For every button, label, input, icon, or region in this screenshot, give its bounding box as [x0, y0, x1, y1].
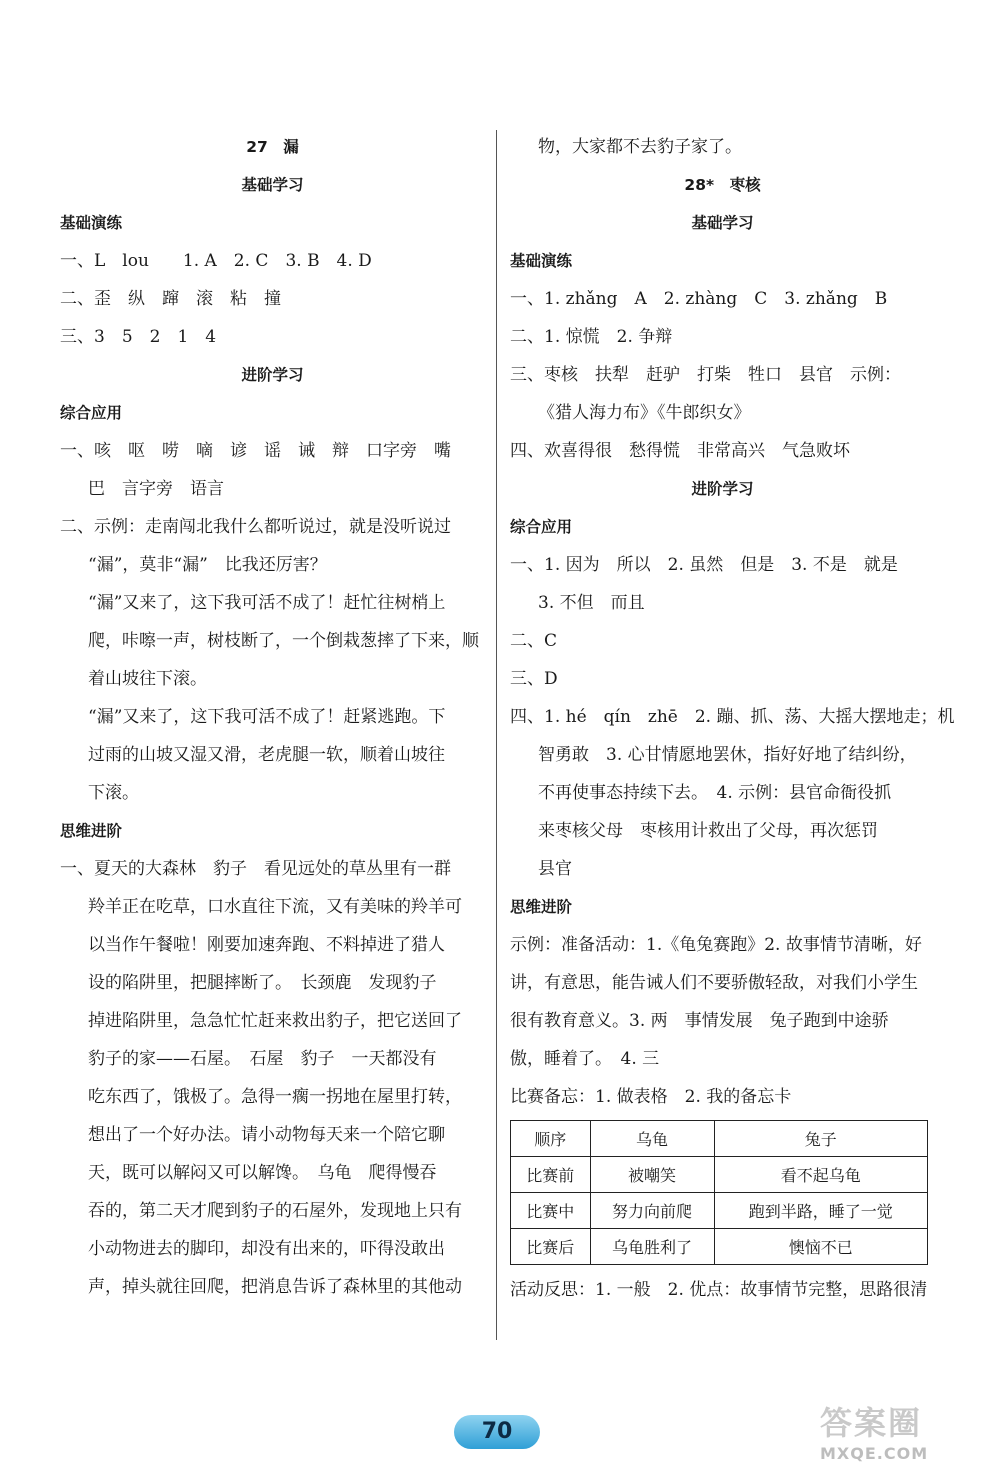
lesson-title: 28* 枣核 [684, 176, 761, 194]
watermark-text: 答案圈 [820, 1404, 923, 1442]
table-cell: 看不起乌龟 [714, 1157, 927, 1193]
answer-line: 吞的，第二天才爬到豹子的石屋外，发现地上只有 [88, 1201, 462, 1221]
answer-line: 一、1. zhǎng A 2. zhàng C 3. zhǎng B [510, 289, 888, 309]
table-cell: 比赛中 [511, 1193, 591, 1229]
answer-line: 傲，睡着了。 4. 三 [510, 1049, 660, 1069]
answer-line: 天，既可以解闷又可以解馋。 乌龟 爬得慢吞 [88, 1163, 437, 1183]
answer-line: 三、D [510, 669, 558, 689]
answer-line: 讲，有意思，能告诫人们不要骄傲轻敌，对我们小学生 [510, 973, 918, 993]
subheading-thinking: 思维进阶 [60, 822, 123, 840]
table-cell: 跑到半路，睡了一觉 [714, 1193, 927, 1229]
answer-line: 三、枣核 扶犁 赶驴 打柴 牲口 县官 示例： [510, 365, 901, 385]
memo-title: 比赛备忘：1. 做表格 2. 我的备忘卡 [510, 1087, 792, 1107]
answer-line: 小动物进去的脚印，却没有出来的，吓得没敢出 [88, 1239, 445, 1259]
answer-line: 四、欢喜得很 愁得慌 非常高兴 气急败坏 [510, 441, 850, 461]
answer-line: 3. 不但 而且 [538, 593, 645, 613]
table-header-cell: 兔子 [714, 1121, 927, 1157]
answer-line: 二、示例：走南闯北我什么都听说过，就是没听说过 [60, 517, 451, 537]
answer-line: 二、C [510, 631, 558, 651]
page-number: 70 [454, 1415, 540, 1449]
answer-line: 来枣核父母 枣核用计救出了父母，再次惩罚 [538, 821, 878, 841]
table-row [511, 1157, 928, 1193]
subheading-comprehensive: 综合应用 [60, 404, 123, 422]
table-cell: 懊恼不已 [714, 1229, 927, 1265]
answer-line: 想出了一个好办法。请小动物每天来一个陪它聊 [88, 1125, 445, 1145]
table-header-row [511, 1121, 928, 1157]
answer-line: 羚羊正在吃草，口水直往下流，又有美味的羚羊可 [88, 897, 462, 917]
subheading-thinking: 思维进阶 [510, 898, 573, 916]
right-column [510, 128, 955, 1309]
answer-line: 三、3 5 2 1 4 [60, 327, 217, 347]
answer-line: “漏”又来了，这下我可活不成了！赶紧逃跑。下 [88, 707, 446, 727]
section-heading-advanced: 进阶学习 [691, 480, 754, 498]
subheading-comprehensive: 综合应用 [510, 518, 573, 536]
answer-line: 豹子的家——石屋。 石屋 豹子 一天都没有 [88, 1049, 437, 1069]
subheading-basic-practice: 基础演练 [60, 214, 123, 232]
left-column [60, 128, 485, 1306]
table-cell: 比赛后 [511, 1229, 591, 1265]
table-cell: 被嘲笑 [590, 1157, 714, 1193]
answer-line: 着山坡往下滚。 [88, 669, 207, 689]
answer-line: 一、L lou 1. A 2. C 3. B 4. D [60, 251, 372, 271]
answer-line: “漏”，莫非“漏” 比我还厉害？ [88, 555, 327, 575]
answer-line: 下滚。 [88, 783, 139, 803]
section-heading-basic: 基础学习 [241, 176, 304, 194]
answer-line: 以当作午餐啦！刚要加速奔跑、不料掉进了猎人 [88, 935, 445, 955]
answer-line: 示例：准备活动：1.《龟兔赛跑》2. 故事情节清晰，好 [510, 935, 922, 955]
answer-line: 一、夏天的大森林 豹子 看见远处的草丛里有一群 [60, 859, 451, 879]
answer-line: 很有教育意义。3. 两 事情发展 兔子跑到中途骄 [510, 1011, 889, 1031]
answer-line: 设的陷阱里，把腿摔断了。 长颈鹿 发现豹子 [88, 973, 437, 993]
table-cell: 乌龟胜利了 [590, 1229, 714, 1265]
answer-line: 二、1. 惊慌 2. 争辩 [510, 327, 673, 347]
table-cell: 努力向前爬 [590, 1193, 714, 1229]
answer-line: 一、1. 因为 所以 2. 虽然 但是 3. 不是 就是 [510, 555, 898, 575]
lesson-title: 27 漏 [246, 138, 299, 156]
table-row [511, 1193, 928, 1229]
section-heading-basic: 基础学习 [691, 214, 754, 232]
answer-line: 物，大家都不去豹子家了。 [538, 137, 742, 157]
section-heading-advanced: 进阶学习 [241, 366, 304, 384]
answer-line: 《猎人海力布》《牛郎织女》 [538, 403, 751, 423]
answer-line: 声，掉头就往回爬，把消息告诉了森林里的其他动 [88, 1277, 462, 1297]
column-divider [496, 130, 497, 1340]
watermark-logo [820, 1398, 995, 1463]
answer-line: 过雨的山坡又湿又滑，老虎腿一软，顺着山坡往 [88, 745, 445, 765]
answer-line: 掉进陷阱里，急急忙忙赶来救出豹子，把它送回了 [88, 1011, 462, 1031]
answer-line: 活动反思：1. 一般 2. 优点：故事情节完整，思路很清 [510, 1280, 928, 1300]
table-row [511, 1229, 928, 1265]
watermark-url: MXQE.COM [820, 1444, 929, 1463]
answer-line: 四、1. hé qín zhē 2. 蹦、抓、荡、大摇大摆地走；机 [510, 707, 955, 727]
answer-line: 巴 言字旁 语言 [88, 479, 224, 499]
answer-line: “漏”又来了，这下我可活不成了！赶忙往树梢上 [88, 593, 446, 613]
table-header-cell: 乌龟 [590, 1121, 714, 1157]
answer-line: 吃东西了，饿极了。急得一瘸一拐地在屋里打转， [88, 1087, 462, 1107]
answer-line: 不再使事态持续下去。 4. 示例：县官命衙役抓 [538, 783, 892, 803]
answer-line: 智勇敢 3. 心甘情愿地罢休，指好好地了结纠纷， [538, 745, 917, 765]
table-cell: 比赛前 [511, 1157, 591, 1193]
memo-table [510, 1120, 928, 1265]
answer-line: 爬，咔嚓一声，树枝断了，一个倒栽葱摔了下来，顺 [88, 631, 479, 651]
answer-line: 一、咳 呕 唠 嘀 谚 谣 诫 辩 口字旁 嘴 [60, 441, 451, 461]
answer-line: 二、歪 纵 蹿 滚 粘 撞 [60, 289, 281, 309]
subheading-basic-practice: 基础演练 [510, 252, 573, 270]
answer-line: 县官 [538, 859, 572, 879]
table-header-cell: 顺序 [511, 1121, 591, 1157]
